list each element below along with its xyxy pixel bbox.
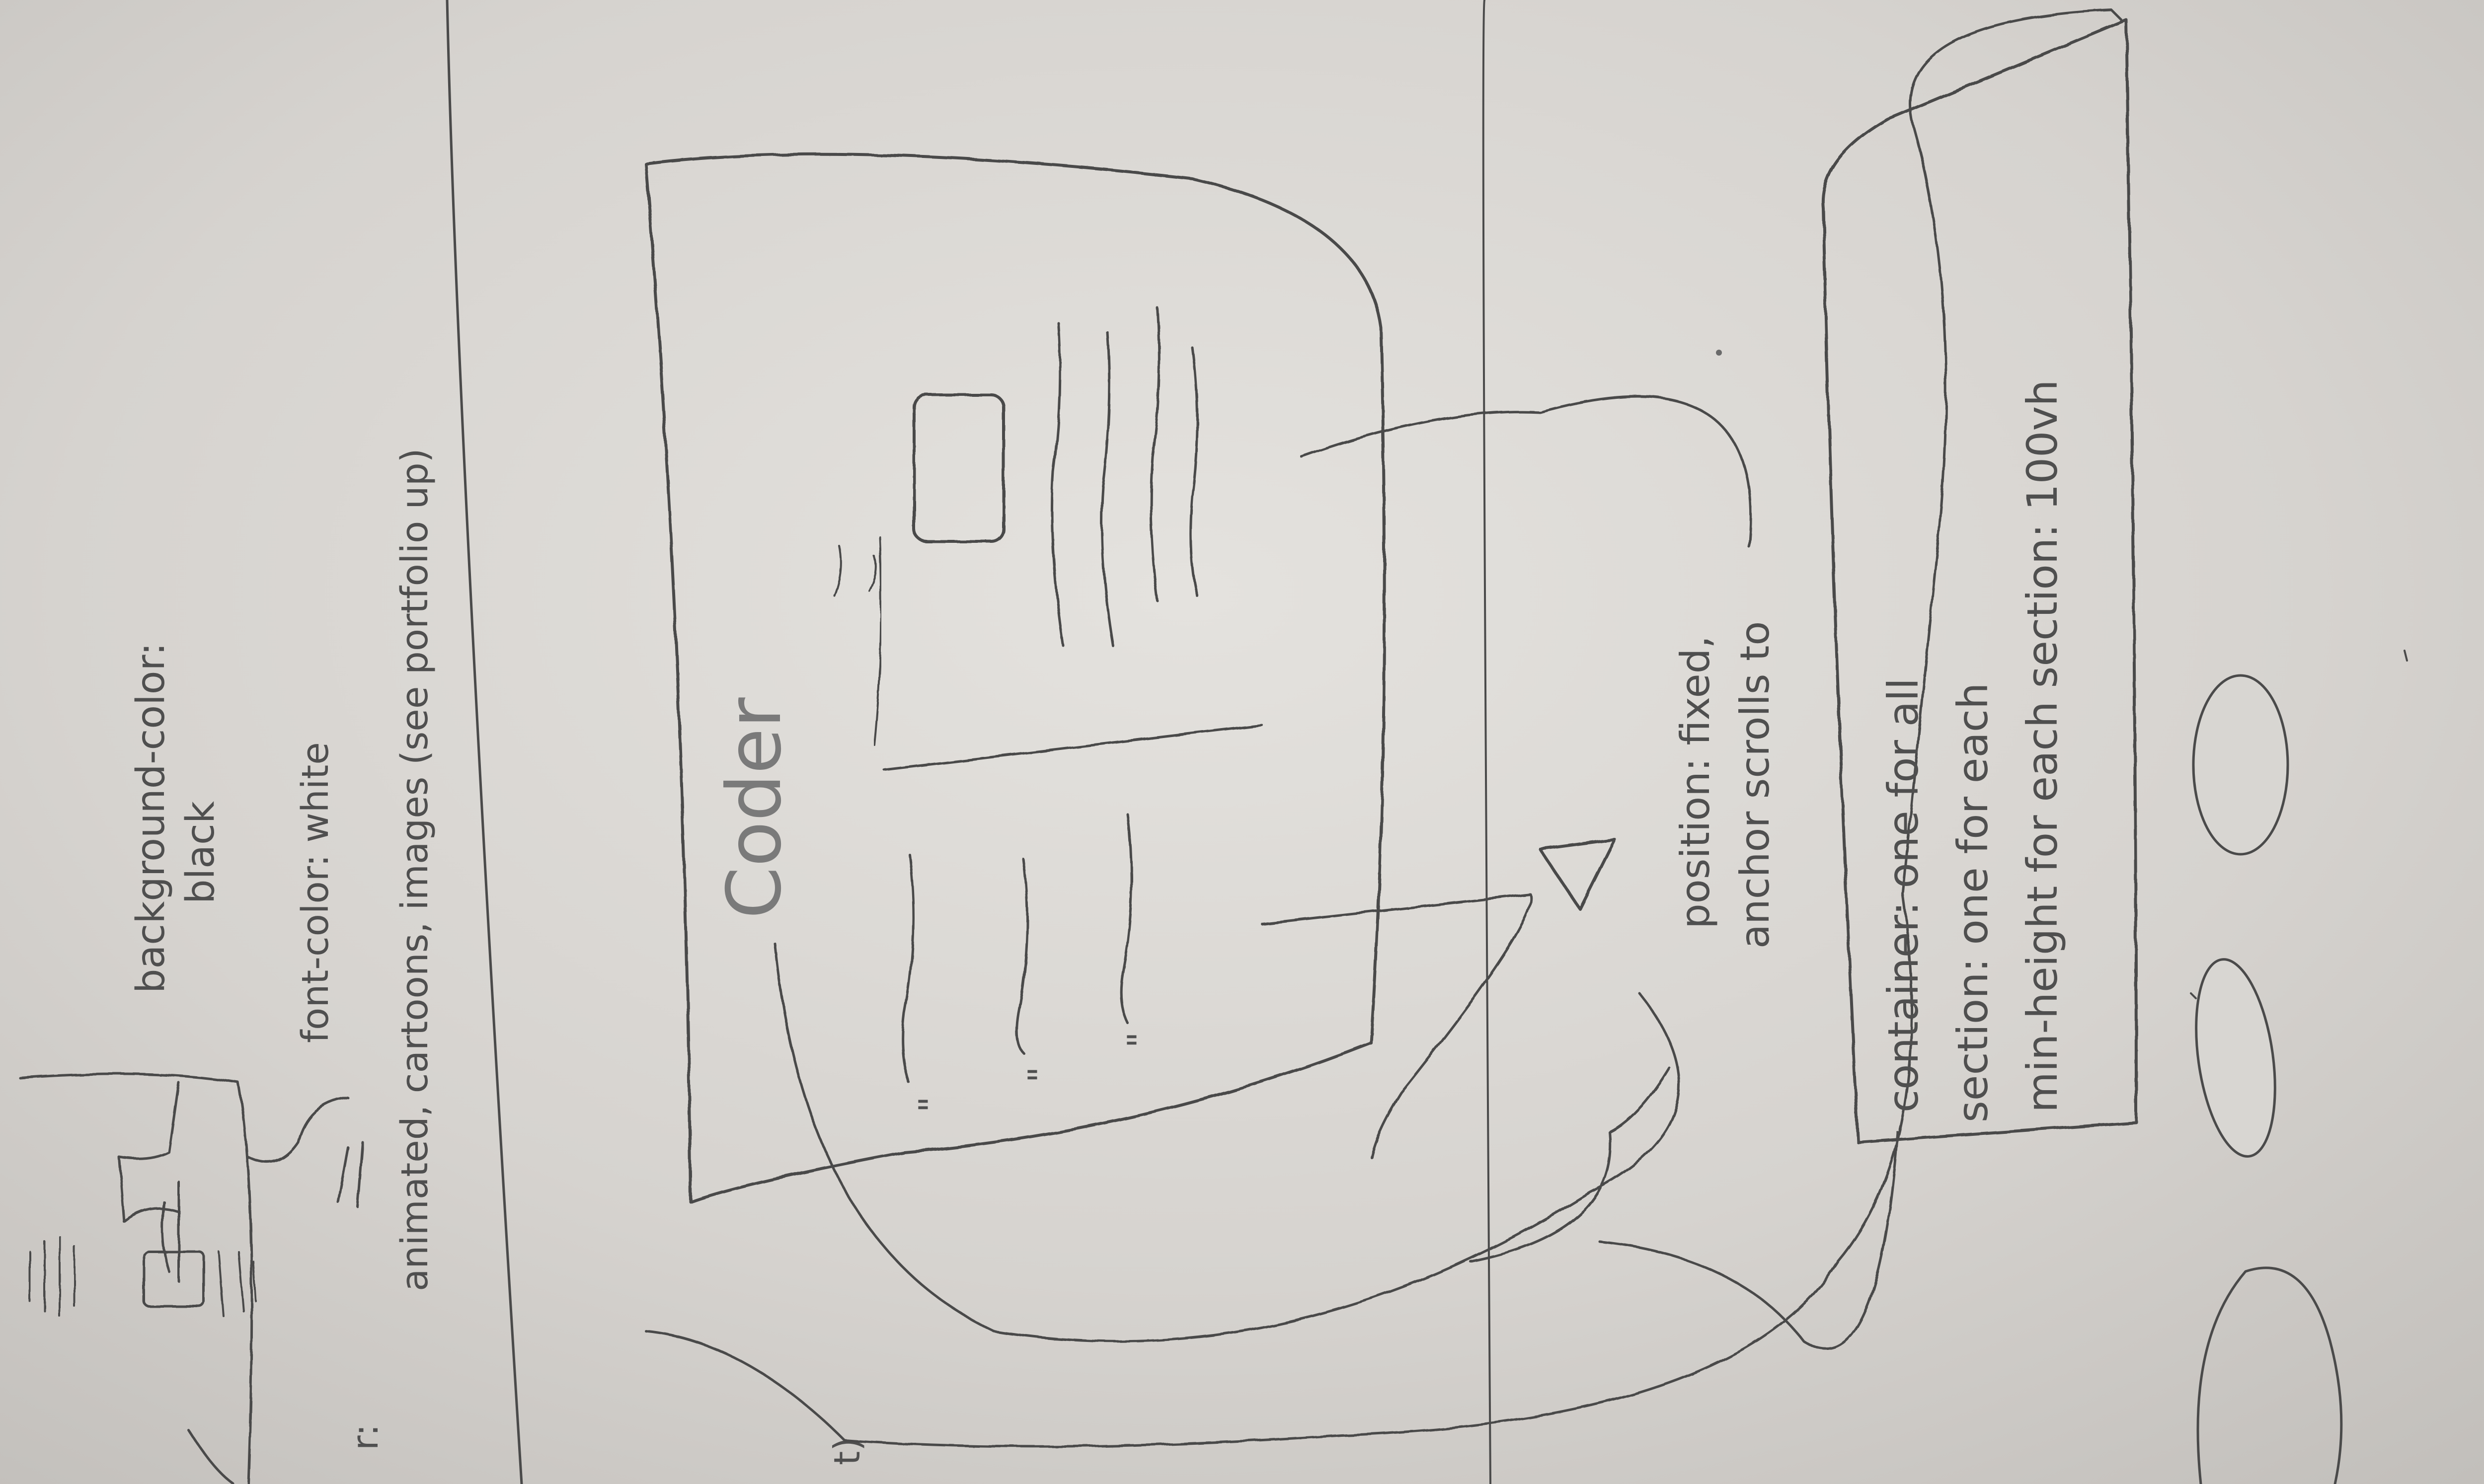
curve-down (1471, 1068, 1669, 1261)
binder-hole-2 (2185, 955, 2286, 1162)
note-font-color (294, 742, 337, 1043)
annotation-position-line-1: position: fixed, (1672, 636, 1718, 929)
quote-mark-2 (1021, 1067, 1062, 1083)
annotation-container-line-3: min-height for each section: 100vh (2018, 379, 2067, 1113)
margin-mark-2-text: t) (826, 1437, 868, 1465)
annotation-position (1672, 621, 1778, 949)
previous-sketch-fragment (20, 1074, 256, 1484)
inner-bubble (775, 944, 1679, 1341)
logo-text: Coder (711, 697, 798, 919)
annotation-position-line-2: anchor scrolls to (1732, 621, 1778, 949)
paper-fold-line (1483, 0, 1490, 1484)
wireframe-logo (711, 697, 798, 919)
bracket-connector-2 (248, 1098, 348, 1162)
wireframe-frame (646, 154, 1385, 1202)
pencil-dash (2191, 993, 2196, 998)
quote-mark-1-text: " (912, 1096, 952, 1113)
quote-mark-3 (1120, 1032, 1161, 1048)
annotation-container-line-1: container: one for all (1879, 678, 1928, 1113)
note-font-color-text: font-color: white (294, 742, 337, 1043)
note-background-color (129, 643, 223, 993)
annotation-container-line-2: section: one for each (1948, 682, 1997, 1122)
margin-mark-1-text: r: (344, 1424, 386, 1450)
arrow-head (1540, 839, 1615, 909)
note-background-color-text: background-color: (129, 642, 173, 993)
quote-mark-1 (912, 1097, 952, 1113)
wireframe-text-lines (835, 308, 1197, 646)
wireframe-image-placeholder (914, 395, 1004, 541)
pencil-dot (1716, 350, 1722, 356)
binder-hole-1 (2193, 675, 2288, 854)
quote-mark-3-text: " (1120, 1032, 1161, 1048)
bracket-connector (119, 1083, 179, 1222)
pencil-tick (2405, 651, 2407, 661)
note-images (393, 448, 436, 1291)
note-background-color-value: black (178, 801, 223, 904)
wireframe-testimonials (903, 815, 1132, 1083)
margin-mark-1 (344, 1424, 386, 1450)
note-images-text: animated, cartoons, images (see portfolio up) (393, 448, 436, 1291)
bracket-connector-3 (338, 1142, 363, 1207)
paper-edge-line (447, 0, 522, 1484)
annotation-container (1879, 380, 2067, 1122)
wireframe-divider (884, 725, 1262, 770)
binder-hole-3 (2198, 1268, 2341, 1484)
arrow-to-text (1302, 396, 1750, 546)
arrow-to-nav (1262, 894, 1531, 1157)
quote-mark-2-text: " (1021, 1066, 1062, 1083)
